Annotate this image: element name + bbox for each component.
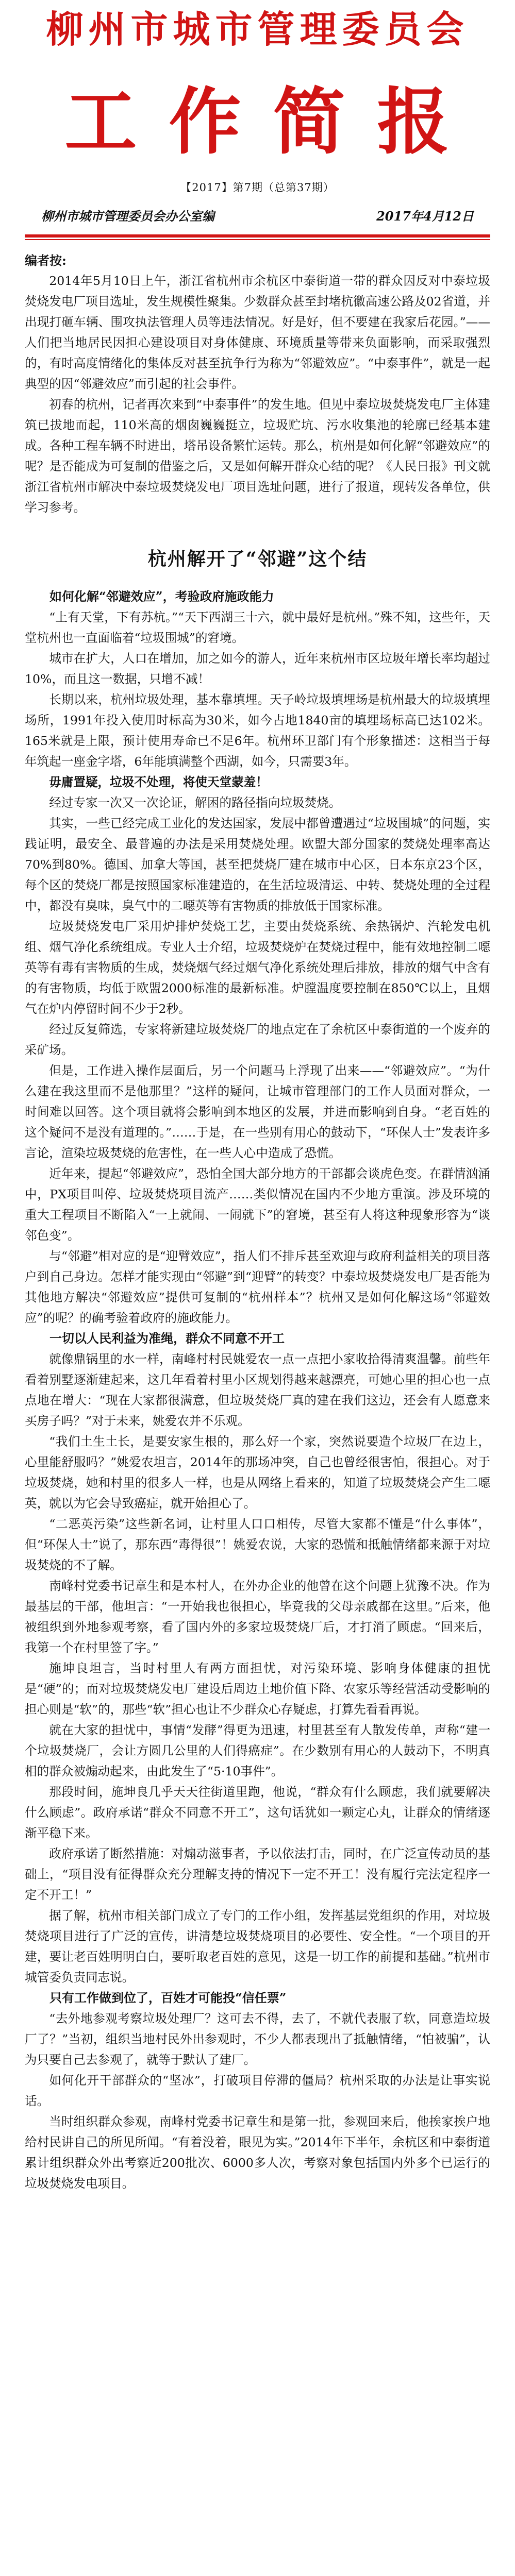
section-subhead: 如何化解“邻避效应”，考验政府施政能力 — [49, 589, 274, 604]
article-paragraph: 政府承诺了断然措施：对煽动滋事者，予以依法打击，同时，在广泛宣传动员的基础上，“项目没有征得群众充分理解支持的情况下一定不开工！没有履行完法定程序一定不开工！” — [25, 1846, 490, 1902]
section-subhead: 只有工作做到位了，百姓才可能投“信任票” — [49, 1990, 287, 2005]
header-rule-thick — [25, 234, 490, 238]
meta-row — [25, 206, 490, 224]
article-title: 杭州解开了“邻避”这个结 — [147, 548, 368, 570]
section-subhead: 一切以人民利益为准绳，群众不同意不开工 — [49, 1331, 285, 1346]
article-paragraph: 但是，工作进入操作层面后，另一个问题马上浮现了出来——“邻避效应”。“为什么建在我这里而不是他那里？”这样的疑问，让城市管理部门的工作人员面对群众，一时间难以回答。这个项目就将会影响到本地区的发展，并进而影响到自身。“老百姓的这个疑问不是没有道理的。”……于是，在一些别有用心的鼓动下，“环保人士”发表许多言论，渲染垃圾焚烧的危害性，在一些人心中造成了恐慌。 — [25, 1063, 490, 1160]
document-title: 工作简报 — [64, 80, 481, 164]
article-paragraph: 毋庸置疑，垃圾不处理，将使天堂蒙羞！ — [49, 775, 268, 789]
editor-note-label: 编者按: — [25, 253, 67, 268]
editor-note-paragraph: 初春的杭州，记者再次来到“中泰事件”的发生地。但见中泰垃圾焚烧发电厂主体建筑已拔地而起，110米高的烟囱巍巍挺立，垃圾贮坑、污水收集池的轮廓已经基本建成。各种工程车辆不时进出，塔吊设备繁忙运转。那么，杭州是如何化解“邻避效应”的呢？是否能成为可复制的借鉴之后，又是如何解开群众心结的呢？《人民日报》刊文就浙江省杭州市解决中泰垃圾焚烧发电厂项目选址问题，进行了报道，现转发各单位，供学习参考。 — [25, 397, 490, 515]
article-paragraph: 当时组织群众参观，南峰村党委书记章生和是第一批，参观回来后，他挨家挨户地给村民讲自己的所见所闻。“有着没着，眼见为实。”2014年下半年，余杭区和中泰街道累计组织群众外出考察近200批次、6000多人次，考察对象包括国内外多个已运行的垃圾焚烧发电项目。 — [25, 2114, 490, 2191]
article-paragraph: 近年来，提起“邻避效应”，恐怕全国大部分地方的干部都会谈虎色变。在群情汹涌中，PX项目叫停、垃圾焚烧项目流产……类似情况在国内不少地方重演。涉及环境的重大工程项目不断陷入“一上就闹、一闹就下”的窘境，甚至有人将这种现象形容为“谈邻色变”。 — [25, 1166, 490, 1243]
issue-number: 【2017】第7期（总第37期） — [180, 181, 335, 194]
article-paragraph: 如何化开干部群众的“坚冰”，打破项目停滞的僵局？杭州采取的办法是让事实说话。 — [25, 2073, 490, 2108]
editor-note-paragraph: 2014年5月10日上午，浙江省杭州市余杭区中泰街道一带的群众因反对中泰垃圾焚烧发电厂项目选址，发生规模性聚集。少数群众甚至封堵杭徽高速公路及02省道，并出现打砸车辆、围攻执法管理人员等违法情况。好是好，但不要建在我家后花园。”——人们把当地居民因担心建设项目对身体健康、环境质量等带来负面影响，而采取强烈的，有时高度情绪化的集体反对甚至抗争行为称为“邻避效应”。“中泰事件”，就是一起典型的因“邻避效应”而引起的社会事件。 — [25, 274, 490, 391]
issue-date: 2017年4月12日 — [376, 209, 474, 224]
header-rule-thin — [25, 239, 490, 240]
editor-unit: 柳州市城市管理委员会办公室编 — [41, 209, 214, 224]
article-section — [25, 586, 490, 1328]
article-paragraph: “上有天堂，下有苏杭。”“天下西湖三十六，就中最好是杭州。”殊不知，这些年，天堂杭州也一直面临着“垃圾围城”的窘境。 — [25, 610, 490, 645]
article-paragraph: 经过专家一次又一次论证，解困的路径指向垃圾焚烧。 — [49, 795, 341, 810]
article-paragraph: 就像鼎锅里的水一样，南峰村村民姚爱农一点一点把小家收拾得清爽温馨。前些年看着别墅逐渐建起来，这几年看着村里小区规划得越来越漂亮，可她心里的担心也一点点地在增大：“现在大家都很满意，但垃圾焚烧厂真的建在我们这边，还会有人愿意来买房子吗？”对于未来，姚爱农并不乐观。 — [25, 1352, 490, 1428]
article-paragraph: 经过反复筛选，专家将新建垃圾焚烧厂的地点定在了余杭区中泰街道的一个废弃的采矿场。 — [25, 1022, 490, 1057]
article-paragraph: 长期以来，杭州垃圾处理，基本靠填埋。天子岭垃圾填埋场是杭州最大的垃圾填埋场所，1991年投入使用时标高为30米，如今占地1840亩的填埋场标高已达102米。165米就是上限，预计使用寿命已不足6年。杭州环卫部门有个形象描述：这相当于每年筑起一座金字塔，6年能填满整个西湖，如今，只需要3年。 — [25, 692, 490, 769]
article-paragraph: 城市在扩大，人口在增加，加之如今的游人，近年来杭州市区垃圾年增长率均超过10%，而且这一数据，只增不减！ — [25, 651, 490, 686]
article-paragraph: 其实，一些已经完成工业化的发达国家，发展中都曾遭遇过“垃圾围城”的问题，实践证明，最安全、最普遍的办法是采用焚烧处理。欧盟大部分国家的焚烧处理率高达70%到80%。德国、加拿大等国，甚至把焚烧厂建在城市中心区，日本东京23个区，每个区的焚烧厂都是按照国家标准建造的，在生活垃圾清运、中转、焚烧处理的全过程中，都没有臭味，臭气中的二噁英等有害物质的排放低于国家标准。 — [25, 816, 490, 913]
article-paragraph: 施坤良坦言，当时村里人有两方面担忧，对污染环境、影响身体健康的担忧是“硬”的；而对垃圾焚烧发电厂建设后周边土地价值下降、农家乐等经营活动受影响的担心则是“软”的，那些“软”担心也让不少群众心存疑虑，打算先看看再说。 — [25, 1661, 490, 1717]
article-paragraph: 与“邻避”相对应的是“迎臂效应”，指人们不排斥甚至欢迎与政府利益相关的项目落户到自己身边。怎样才能实现由“邻避”到“迎臂”的转变？中泰垃圾焚烧发电厂是否能为其他地方解决“邻避效应”提供可复制的“杭州样本”？杭州又是如何化解这场“邻避效应”的呢？的确考验着政府的施政能力。 — [25, 1249, 490, 1325]
article-paragraph: “去外地参观考察垃圾处理厂？这可去不得，去了，不就代表服了软，同意造垃圾厂了？”当初，组织当地村民外出参观时，不少人都表现出了抵触情绪，“怕被骗”，认为只要自己去参观了，就等于默认了建厂。 — [25, 2011, 490, 2067]
article-paragraph: 据了解，杭州市相关部门成立了专门的工作小组，发挥基层党组织的作用，对垃圾焚烧项目进行了广泛的宣传，讲清楚垃圾焚烧项目的必要性、安全性。“一个项目的开建，要让老百姓明明白白，要听取老百姓的意见，这是一切工作的前提和基础。”杭州市城管委负责同志说。 — [25, 1908, 490, 1985]
article-paragraph: “二恶英污染”这些新名词，让村里人口口相传，尽管大家都不懂是“什么事体”，但“环保人士”说了，那东西“毒得很”！姚爱农说，大家的恐慌和抵触情绪都来源于对垃圾焚烧的不了解。 — [25, 1517, 490, 1572]
article-paragraph: 就在大家的担忧中，事情“发酵”得更为迅速，村里甚至有人散发传单，声称“建一个垃圾焚烧厂，会让方圆几公里的人们得癌症”。在少数别有用心的人鼓动下，不明真相的群众被煽动起来，由此发生了“5·10事件”。 — [25, 1723, 490, 1778]
organization-title: 柳州市城市管理委员会 — [46, 9, 469, 50]
article-section — [25, 1988, 490, 2194]
article-paragraph: 南峰村党委书记章生和是本村人，在外办企业的他曾在这个问题上犹豫不决。作为最基层的干部，他坦言：“一开始我也很担心，毕竟我的父母亲戚都在这里。”后来，他被组织到外地参观考察，看了国内外的多家垃圾焚烧厂后，才打消了顾虑。“回来后，我第一个在村里签了字。” — [25, 1579, 490, 1655]
article-section — [25, 1328, 490, 1988]
editor-note — [25, 250, 490, 518]
article-paragraph: 那段时间，施坤良几乎天天往街道里跑，他说，“群众有什么顾虑，我们就要解决什么顾虑”。政府承诺“群众不同意不开工”，这句话犹如一颗定心丸，让群众的情绪逐渐平稳下来。 — [25, 1785, 490, 1840]
article-paragraph: “我们土生土长，是要安家生根的，那么好一个家，突然说要造个垃圾厂在边上，心里能舒服吗？”姚爱农坦言，2014年的那场冲突，自己也曾经很害怕，很担心。对于垃圾焚烧，她和村里的很多人一样，也是从网络上看来的，知道了垃圾焚烧会产生二噁英，就以为它会导致癌症，就开始担心了。 — [25, 1434, 490, 1511]
article-paragraph: 垃圾焚烧发电厂采用炉排炉焚烧工艺，主要由焚烧系统、余热锅炉、汽轮发电机组、烟气净化系统组成。专业人士介绍，垃圾焚烧炉在焚烧过程中，能有效地控制二噁英等有毒有害物质的生成，焚烧烟气经过烟气净化系统处理后排放，排放的烟气中含有的有害物质，均低于欧盟2000标准的最新标准。炉膛温度要控制在850℃以上，且烟气在炉内停留时间不少于2秒。 — [25, 919, 490, 1016]
masthead — [25, 5, 490, 195]
